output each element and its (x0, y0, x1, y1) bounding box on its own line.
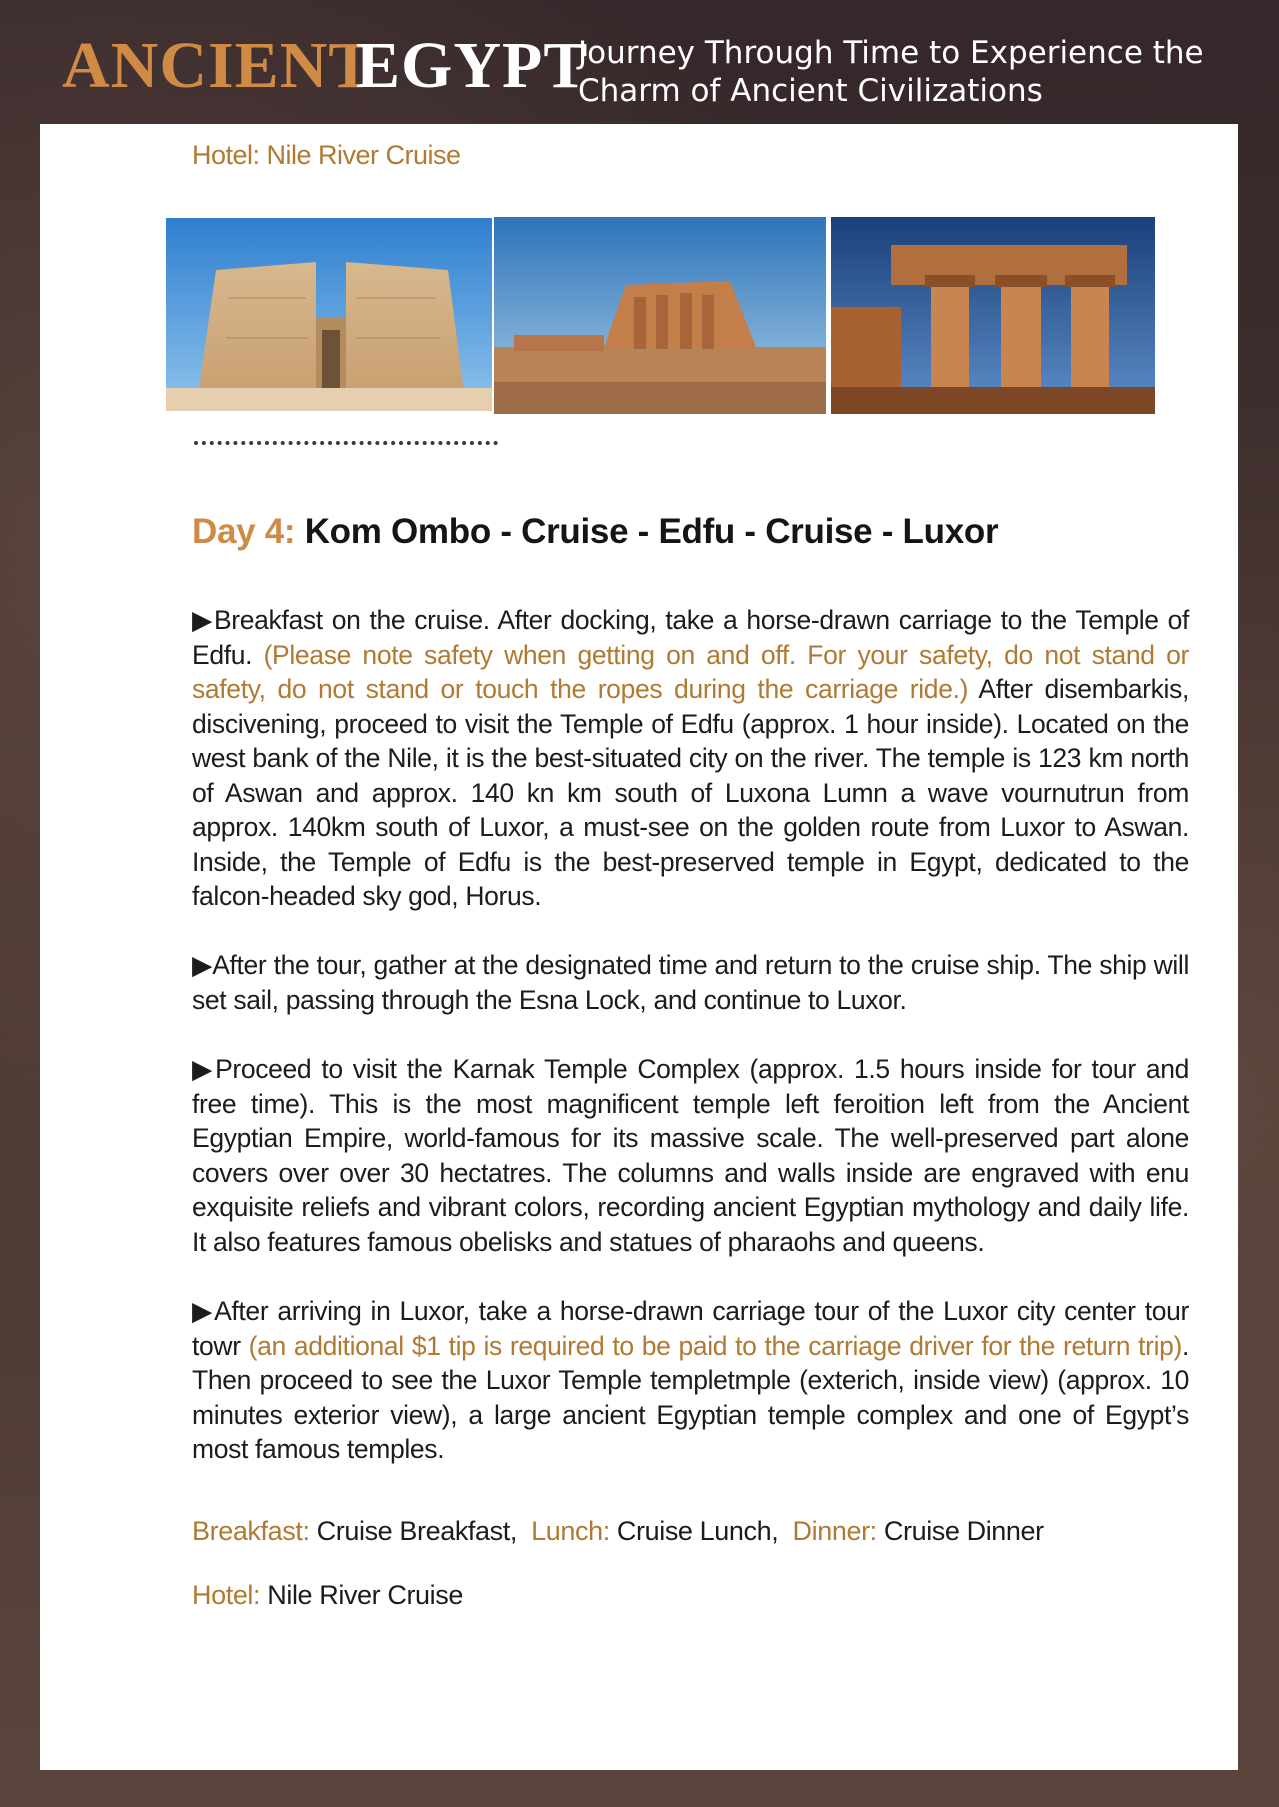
paragraph-return-ship: ▶After the tour, gather at the designated time and return to the cruise ship. The ship will set sail, passing through the Esna Lock, and continue to Luxor. (192, 950, 1189, 1015)
title-ancient: ANCIENT (62, 29, 374, 102)
breakfast-value: Cruise Breakfast, (309, 1516, 517, 1546)
temple-pylon-photo (166, 218, 492, 411)
paragraph-karnak: ▶Proceed to visit the Karnak Temple Complex (approx. 1.5 hours inside for tour and free time). This is the most magnificent temple left feroition left from the Ancient Egyptian Empire, world-famous for its massive scale. The well-preserved part alone covers over over 30 hectatres. The columns and walls inside are engraved with enu exquisite reliefs and vibrant colors, recording ancient Egyptian mythology and daily life. It also features famous obelisks and statues of pharaohs and queens. (192, 1054, 1189, 1257)
subtitle-line-1: Journey Through Time to Experience the (578, 35, 1204, 71)
day-heading (192, 512, 998, 552)
day-route: Kom Ombo - Cruise - Edfu - Cruise - Luxor (304, 512, 999, 551)
header-subtitle (578, 34, 1238, 110)
page-header (0, 0, 1279, 124)
paragraph-luxor-intro: ▶After arriving in Luxor, take a horse-drawn carriage tour of the Luxor city center tour towr (192, 1296, 1189, 1361)
hotel-label: Hotel: (192, 1580, 261, 1610)
temple-columns-photo (831, 217, 1155, 414)
dotted-divider (194, 441, 498, 445)
meals-line (192, 1516, 1044, 1547)
tip-note: (an additional $1 tip is required to be paid to the carriage driver for the return trip) (248, 1330, 1182, 1361)
paragraph-edfu (192, 603, 1189, 914)
paragraph-luxor (192, 1294, 1189, 1467)
dinner-label: Dinner: (792, 1516, 877, 1546)
dinner-value: Cruise Dinner (876, 1516, 1044, 1546)
lunch-label: Lunch: (531, 1516, 610, 1546)
breakfast-label: Breakfast: (192, 1516, 310, 1546)
hotel-value: Nile River Cruise (260, 1580, 463, 1610)
paragraph-edfu-body: After disembarkis, discivening, proceed to visit the Temple of Edfu (approx. 1 hour inside). Located on the west bank of the Nile, it is the best-situated city on the river. The temple is 123 km north of Aswan and approx. 140 kn km south of Luxona Lumn a wave vournutrun from approx. 140km south of Luxor, a must-see on the golden route from Luxor to Aswan. Inside, the Temple of Edfu is the best-preserved temple in Egypt, dedicated to the falcon-headed sky god, Horus. (192, 674, 1189, 911)
hotel-top-label: Hotel: Nile River Cruise (192, 140, 461, 170)
paragraph-luxor-body: . Then proceed to see the Luxor Temple templetmple (exterich, inside view) (approx. 10 minutes exterior view), a large ancient Egyptian temple complex and one of Egypt’s most famous temples. (192, 1330, 1189, 1464)
subtitle-line-2: Charm of Ancient Civilizations (578, 73, 1043, 109)
title-egypt: EGYPT (356, 29, 589, 102)
hotel-bottom-line (192, 1580, 463, 1611)
safety-note: (Please note safety when getting on and off. For your safety, do not stand or safety, do not stand or touch the ropes during the carriage ride.) (192, 639, 1189, 704)
day-label: Day 4: (192, 512, 296, 551)
lunch-value: Cruise Lunch, (609, 1516, 779, 1546)
temple-ruins-photo (494, 217, 826, 414)
paragraph-edfu-intro: ▶Breakfast on the cruise. After docking, take a horse-drawn carriage to the Temple of Edfu. (192, 605, 1189, 670)
